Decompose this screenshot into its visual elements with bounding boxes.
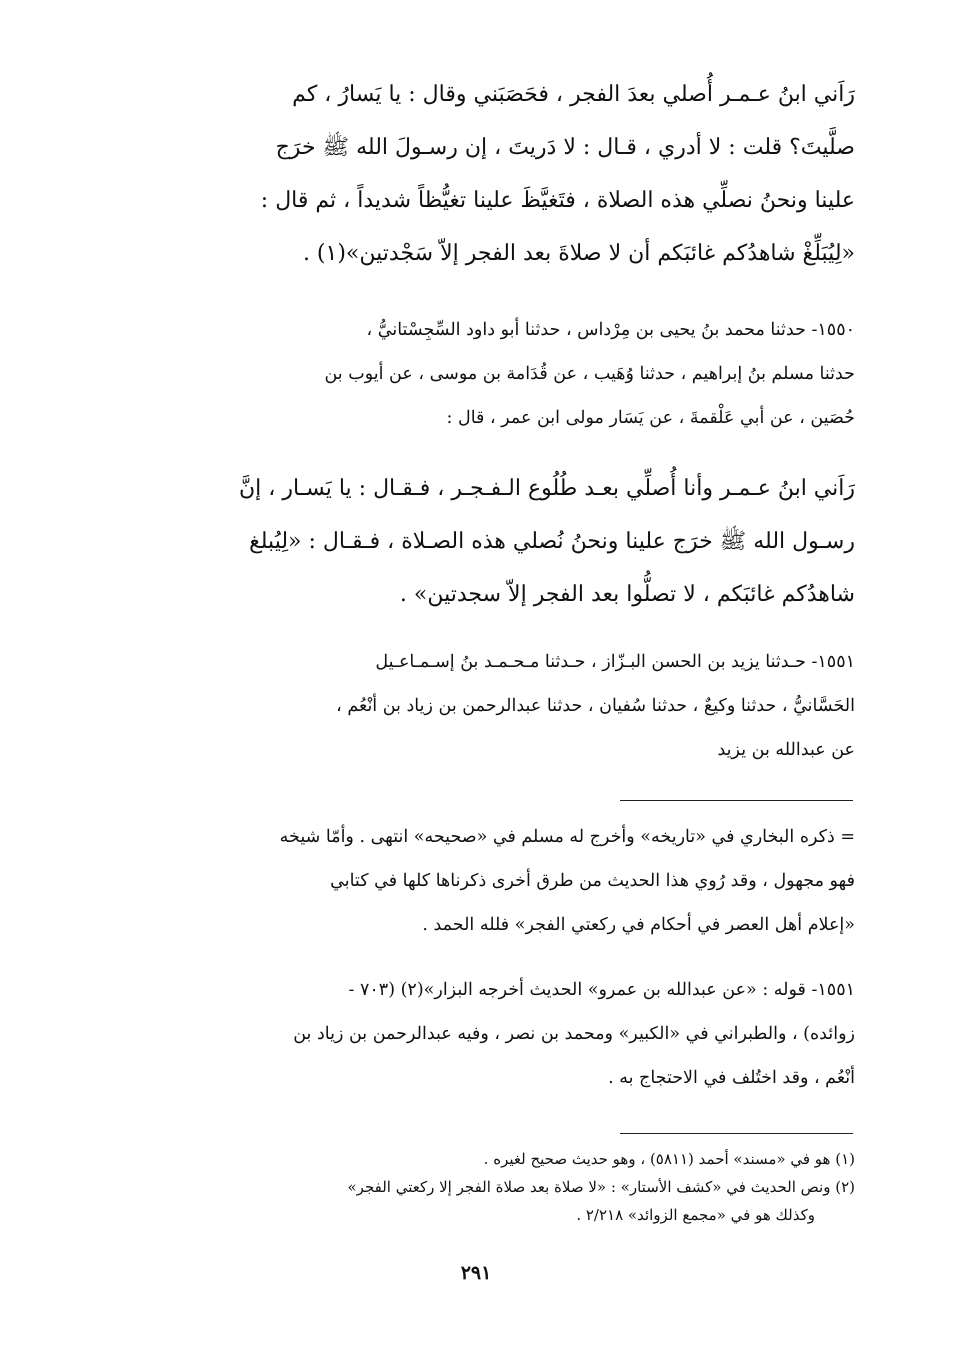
commentary-paragraph [140,968,855,1100]
isnad-paragraph-1550 [140,308,855,440]
commentary-paragraph [140,815,855,947]
text-line: رسـول الله ﷺ خرَج علينا ونحنُ نُصلي هذه الصـلاة ، فـقـال : «لِيُبلغ [249,529,855,554]
footnote-line: (١) هو في «مسند» أحمد (٥٨١١) ، وهو حديث صحيح لغيره . [483,1150,855,1168]
text-line: = ذكره البخاري في «تاريخه» وأخرج له مسلم في «صحيحه» انتهى . وأمّا شيخه [279,827,855,847]
footnote-line: (٢) ونص الحديث في «كشف الأستار» : «لا صلاة بعد صلاة الفجر إلا ركعتي الفجر» [347,1178,855,1196]
text-line: زوائده) ، والطبراني في «الكبير» ومحمد بن نصر ، وفيه عبدالرحمن بن زياد بن [293,1024,855,1044]
page-number: ٢٩١ [460,1262,492,1284]
isnad-paragraph-1551 [140,640,855,772]
commentary-divider [620,800,853,801]
hadith-text-paragraph [140,462,855,621]
text-line: حُصَين ، عن أبي عَلْقمةَ ، عن يَسَار مولى ابن عمر ، قال : [446,408,855,428]
text-line: علينا ونحنُ نصلِّي هذه الصلاة ، فتَغيَّظَ علينا تغيُّظاً شديداً ، ثم قال : [260,188,855,213]
text-line: عن عبدالله بن يزيد [717,740,855,760]
text-line: صلَّيتَ؟ قلت : لا أدري ، قـال : لا دَريتَ ، إن رسـولَ الله ﷺ خرَج [275,135,855,160]
text-line: رَاَني ابنُ عـمـر وأنا أُصلِّي بعـد طُلُوع الـفـجـر ، فـقـال : يا يَسـار ، إنَّ [238,476,855,501]
footnote-line: وكذلك هو في «مجمع الزوائد» ٢/٢١٨ . [576,1206,815,1224]
hadith-text-paragraph [140,68,855,280]
text-line: ١٥٥٠- حدثنا محمد بنُ يحيى بن مِرْداس ، حدثنا أبو داود السِّجِسْتانيُّ ، [366,320,855,340]
text-line: «لِيُبَلِّغْ شاهدُكم غائبَكم أن لا صلاةَ بعد الفجر إلاّ سَجْدتين»(١) . [302,241,855,266]
text-line: الحَسَّانيُّ ، حدثنا وكيعٌ ، حدثنا سُفيان ، حدثنا عبدالرحمن بن زياد بن أنْعُم ، [336,696,855,716]
text-line: شاهدُكم غائبَكم ، لا تصلُّوا بعد الفجر إلاّ سجدتين» . [399,582,855,607]
text-line: حدثنا مسلم بنُ إبراهيم ، حدثنا وُهَيب ، عن قُدَامة بن موسى ، عن أيوب بن [324,364,855,384]
text-line: فهو مجهول ، وقد رُوي هذا الحديث من طرق أخرى ذكرناها كلها في كتابي [330,871,855,891]
text-line: ١٥٥١- حـدثنا يزيد بن الحسن البـزّاز ، حـدثنا مـحـمـد بنُ إسـمـاعـيل [375,652,855,672]
footnote-divider [620,1133,853,1134]
text-line: رَاَني ابنُ عـمـر أُصلي بعدَ الفجر ، فحَصَبَني وقال : يا يَسارُ ، كم [292,82,855,107]
text-line: «إعلام أهل العصر في أحكام في ركعتي الفجر» فلله الحمد . [422,915,855,935]
text-line: ١٥٥١- قوله : «عن عبدالله بن عمرو» الحديث أخرجه البزار»(٢) (٧٠٣ - [348,980,855,1000]
text-line: أنْعُم ، وقد اختُلف في الاحتجاج به . [608,1068,855,1088]
footnotes [140,1145,855,1229]
